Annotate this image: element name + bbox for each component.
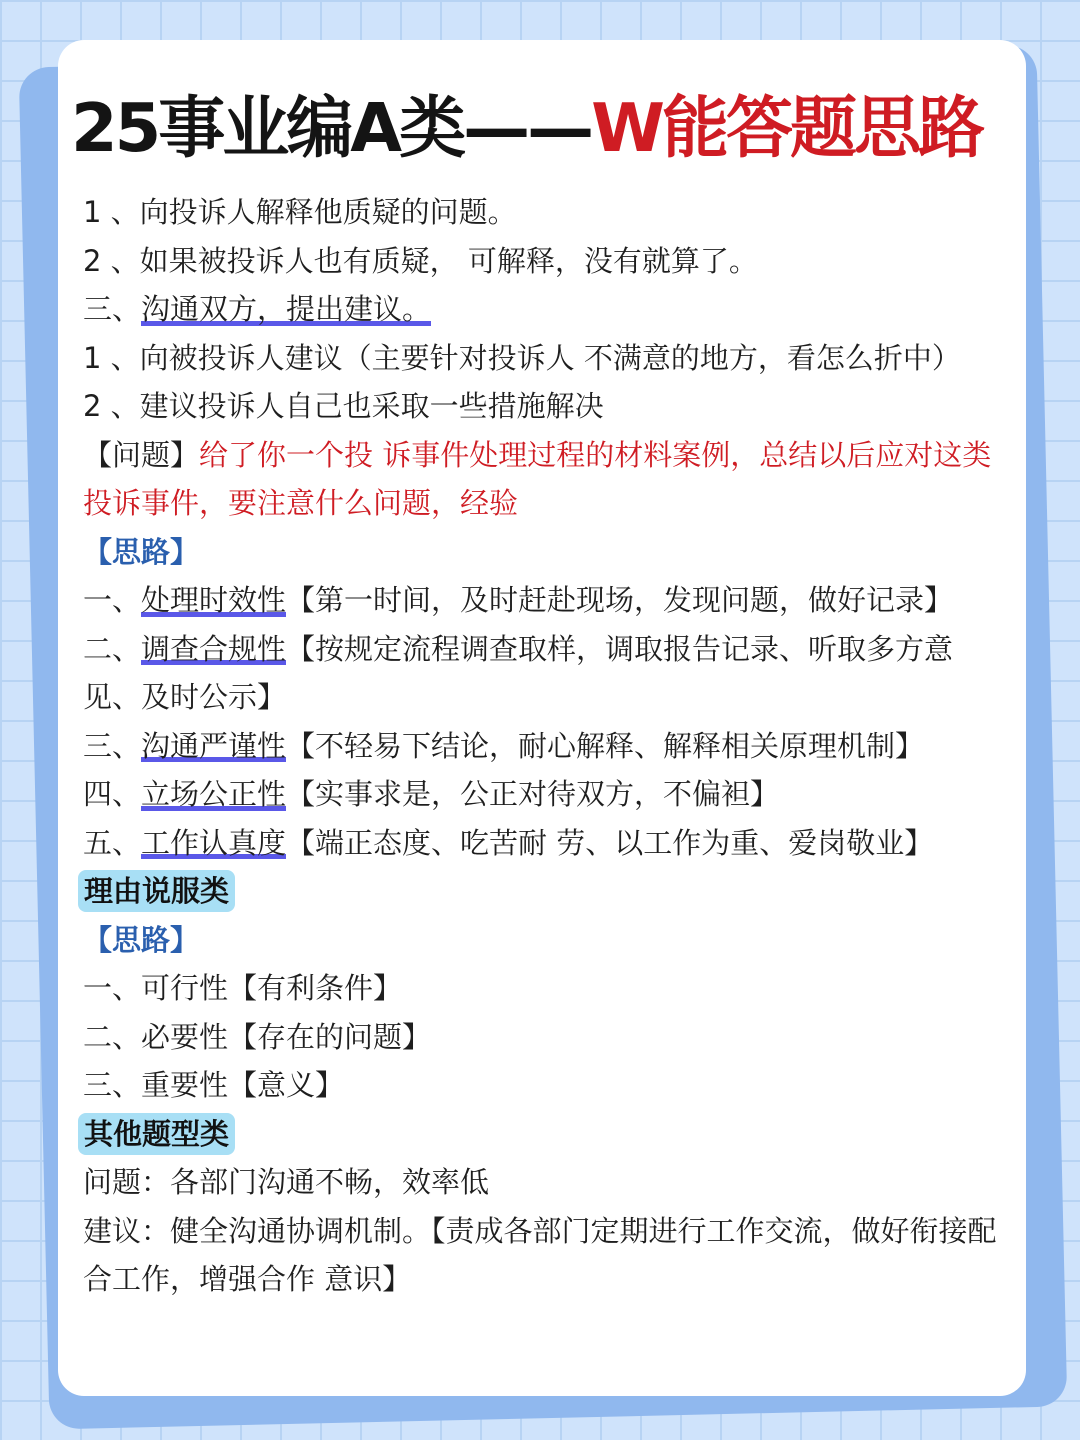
underlined-heading: 沟通双方，提出建议。 [141,292,432,326]
reason-item: 二、必要性【存在的问题】 [83,1019,432,1054]
point-keyword: 工作认真度 [141,825,287,860]
question-label: 【问题】 [83,437,200,472]
other-badge: 其他题型类 [78,1113,235,1155]
point-line [83,625,1008,722]
point-keyword: 沟通严谨性 [141,728,287,763]
point-number: 一、 [83,583,142,617]
point-text: 【端正态度、吃苦耐 劳、以工作为重、爱岗敬业】 [286,825,934,860]
title-red: W能答题思路 [591,89,982,167]
point-text: 【第一时间，及时赶赴现场，发现问题，做好记录】 [286,583,954,617]
point-text: 【实事求是，公正对待双方，不偏袒】 [286,777,780,811]
point-text: 【按规定流程调查取样，调取报告记录、听取多方意见、及时公示】 [83,631,954,714]
page-title [71,86,1008,170]
point-line [83,576,1008,625]
point-line [83,722,1008,771]
point-keyword: 处理时效性 [141,583,287,617]
text-line: 2 、建议投诉人自己也采取一些措施解决 [83,389,604,423]
point-number: 五、 [83,825,142,860]
text-line: 2 、如果被投诉人也有质疑， 可解释，没有就算了。 [83,243,758,278]
problem-line: 问题：各部门沟通不畅，效率低 [83,1165,490,1199]
note-card [58,40,1026,1396]
point-keyword: 调查合规性 [141,631,287,666]
point-number: 四、 [83,777,142,811]
point-text: 【不轻易下结论，耐心解释、解释相关原理机制】 [286,728,925,763]
point-keyword: 立场公正性 [141,777,287,811]
line-number: 三、 [83,292,142,326]
text-line: 1 、向投诉人解释他质疑的问题。 [83,195,517,229]
silu-heading: 【思路】 [83,534,200,569]
point-line [83,819,1008,868]
reason-item: 三、重要性【意义】 [83,1068,345,1102]
section-badge-line [83,867,1008,916]
content-body [83,188,1008,1304]
text-line: 1 、向被投诉人建议（主要针对投诉人 不满意的地方，看怎么折中） [83,340,961,375]
text-line [83,285,1008,334]
reason-item: 一、可行性【有利条件】 [83,971,403,1005]
point-number: 二、 [83,631,142,666]
silu-heading: 【思路】 [83,922,200,957]
question-text: 给了你一个投 诉事件处理过程的材料案例，总结以后应对这类投诉事件，要注意什么问题，经验 [83,437,992,520]
reason-badge: 理由说服类 [78,870,235,912]
point-number: 三、 [83,728,142,763]
question-line [83,431,1008,528]
title-black: 25事业编A类—— [71,89,592,167]
suggestion-line: 建议：健全沟通协调机制。【责成各部门定期进行工作交流，做好衔接配合工作，增强合作 意识】 [83,1213,997,1296]
point-line [83,770,1008,819]
section-badge-line [83,1110,1008,1159]
